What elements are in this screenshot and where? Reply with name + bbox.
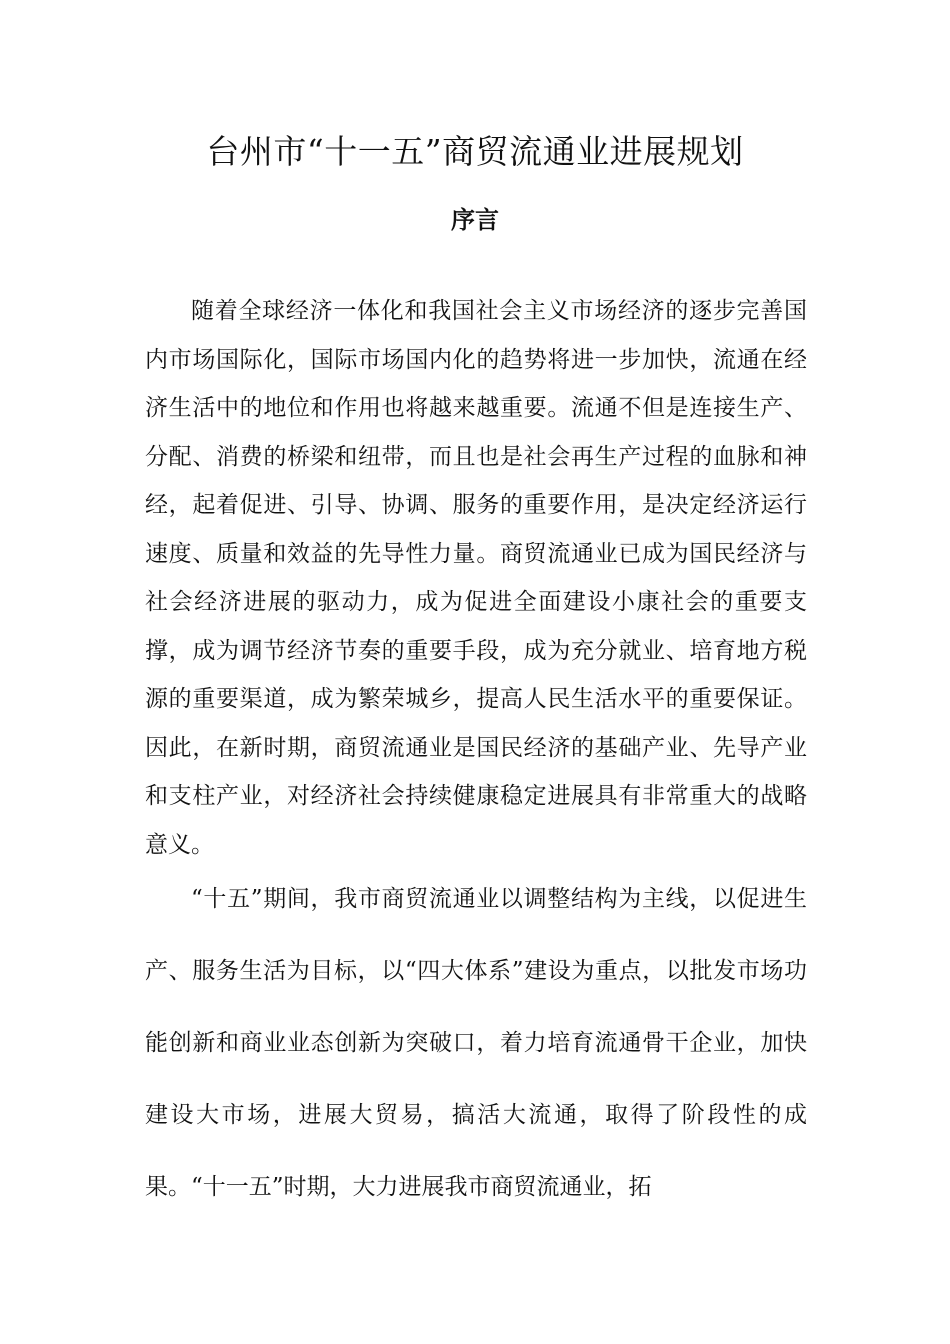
document-title: 台州市“十一五”商贸流通业进展规划 xyxy=(206,132,744,171)
paragraph-2: “十五”期间，我市商贸流通业以调整结构为主线，以促进生产、服务生活为目标，以“四大体系”建设为重点，以批发市场功能创新和商业业态创新为突破口，着力培育流通骨干企业，加快建设大市场，进展大贸易，搞活大流通，取得了阶段性的成果。“十一五”时期，大力进展我市商贸流通业，拓 xyxy=(145,886,807,1200)
paragraph-1: 随着全球经济一体化和我国社会主义市场经济的逐步完善国内市场国际化，国际市场国内化的趋势将进一步加快，流通在经济生活中的地位和作用也将越来越重要。流通不但是连接生产、分配、消费的桥梁和纽带，而且也是社会再生产过程的血脉和神经，起着促进、引导、协调、服务的重要作用，是决定经济运行速度、质量和效益的先导性力量。商贸流通业已成为国民经济与社会经济进展的驱动力，成为促进全面建设小康社会的重要支撑，成为调节经济节奏的重要手段，成为充分就业、培育地方税源的重要渠道，成为繁荣城乡，提高人民生活水平的重要保证。因此，在新时期，商贸流通业是国民经济的基础产业、先导产业和支柱产业，对经济社会持续健康稳定进展具有非常重大的战略意义。 xyxy=(145,298,807,858)
section-heading: 序言 xyxy=(451,205,499,234)
